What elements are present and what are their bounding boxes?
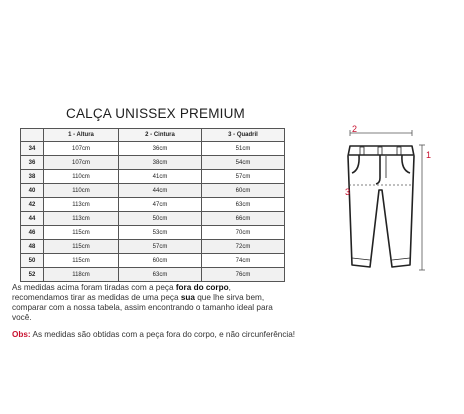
measurement-note xyxy=(12,283,284,323)
quadril-cell: 57cm xyxy=(202,170,285,184)
quadril-cell: 70cm xyxy=(202,226,285,240)
cintura-cell: 53cm xyxy=(119,226,202,240)
size-cell: 48 xyxy=(21,240,44,254)
size-cell: 34 xyxy=(21,142,44,156)
altura-cell: 110cm xyxy=(44,184,119,198)
cintura-cell: 60cm xyxy=(119,254,202,268)
table-row xyxy=(21,268,285,282)
table-header-row xyxy=(21,129,285,142)
size-cell: 42 xyxy=(21,198,44,212)
size-cell: 38 xyxy=(21,170,44,184)
pants-measurement-diagram xyxy=(330,120,440,280)
table-row xyxy=(21,226,285,240)
column-header-altura: 1 - Altura xyxy=(44,129,119,142)
obs-label: Obs: xyxy=(12,330,31,339)
size-table xyxy=(20,128,285,282)
table-row xyxy=(21,170,285,184)
altura-cell: 115cm xyxy=(44,226,119,240)
label-3: 3 xyxy=(345,187,351,197)
table-body xyxy=(21,142,285,282)
cintura-cell: 50cm xyxy=(119,212,202,226)
table-row xyxy=(21,142,285,156)
height-measure-line xyxy=(419,145,425,270)
quadril-cell: 51cm xyxy=(202,142,285,156)
altura-cell: 107cm xyxy=(44,142,119,156)
cintura-cell: 36cm xyxy=(119,142,202,156)
altura-cell: 113cm xyxy=(44,212,119,226)
table-row xyxy=(21,254,285,268)
pants-icon xyxy=(348,146,414,267)
obs-note xyxy=(12,330,302,340)
table-row xyxy=(21,240,285,254)
label-1: 1 xyxy=(426,150,432,160)
size-cell: 44 xyxy=(21,212,44,226)
obs-text: As medidas são obtidas com a peça fora do corpo, e não circunferência! xyxy=(30,330,296,339)
cintura-cell: 63cm xyxy=(119,268,202,282)
quadril-cell: 54cm xyxy=(202,156,285,170)
altura-cell: 107cm xyxy=(44,156,119,170)
note-text-1: As medidas acima foram tiradas com a peça xyxy=(12,283,176,292)
quadril-cell: 66cm xyxy=(202,212,285,226)
waist-measure-line xyxy=(350,130,412,136)
column-header-quadril: 3 - Quadril xyxy=(202,129,285,142)
altura-cell: 115cm xyxy=(44,240,119,254)
size-cell: 50 xyxy=(21,254,44,268)
column-header-size xyxy=(21,129,44,142)
note-bold-yours: sua xyxy=(180,293,195,302)
size-cell: 40 xyxy=(21,184,44,198)
quadril-cell: 63cm xyxy=(202,198,285,212)
altura-cell: 118cm xyxy=(44,268,119,282)
table-row xyxy=(21,198,285,212)
size-cell: 52 xyxy=(21,268,44,282)
altura-cell: 115cm xyxy=(44,254,119,268)
cintura-cell: 38cm xyxy=(119,156,202,170)
quadril-cell: 60cm xyxy=(202,184,285,198)
column-header-cintura: 2 - Cintura xyxy=(119,129,202,142)
cintura-cell: 44cm xyxy=(119,184,202,198)
quadril-cell: 72cm xyxy=(202,240,285,254)
table-row xyxy=(21,156,285,170)
note-bold-outside-body: fora do corpo xyxy=(175,283,229,292)
note-text-2: , recomendamos tirar as medidas de uma peça xyxy=(12,283,231,302)
altura-cell: 110cm xyxy=(44,170,119,184)
label-2: 2 xyxy=(352,124,358,134)
altura-cell: 113cm xyxy=(44,198,119,212)
page-title: CALÇA UNISSEX PREMIUM xyxy=(66,106,245,121)
size-cell: 36 xyxy=(21,156,44,170)
table-row xyxy=(21,184,285,198)
cintura-cell: 41cm xyxy=(119,170,202,184)
quadril-cell: 76cm xyxy=(202,268,285,282)
cintura-cell: 57cm xyxy=(119,240,202,254)
note-text-3: que lhe sirva bem, comparar com a nossa tabela, assim encontrando o tamanho ideal para você. xyxy=(12,293,273,322)
table-row xyxy=(21,212,285,226)
cintura-cell: 47cm xyxy=(119,198,202,212)
size-cell: 46 xyxy=(21,226,44,240)
quadril-cell: 74cm xyxy=(202,254,285,268)
